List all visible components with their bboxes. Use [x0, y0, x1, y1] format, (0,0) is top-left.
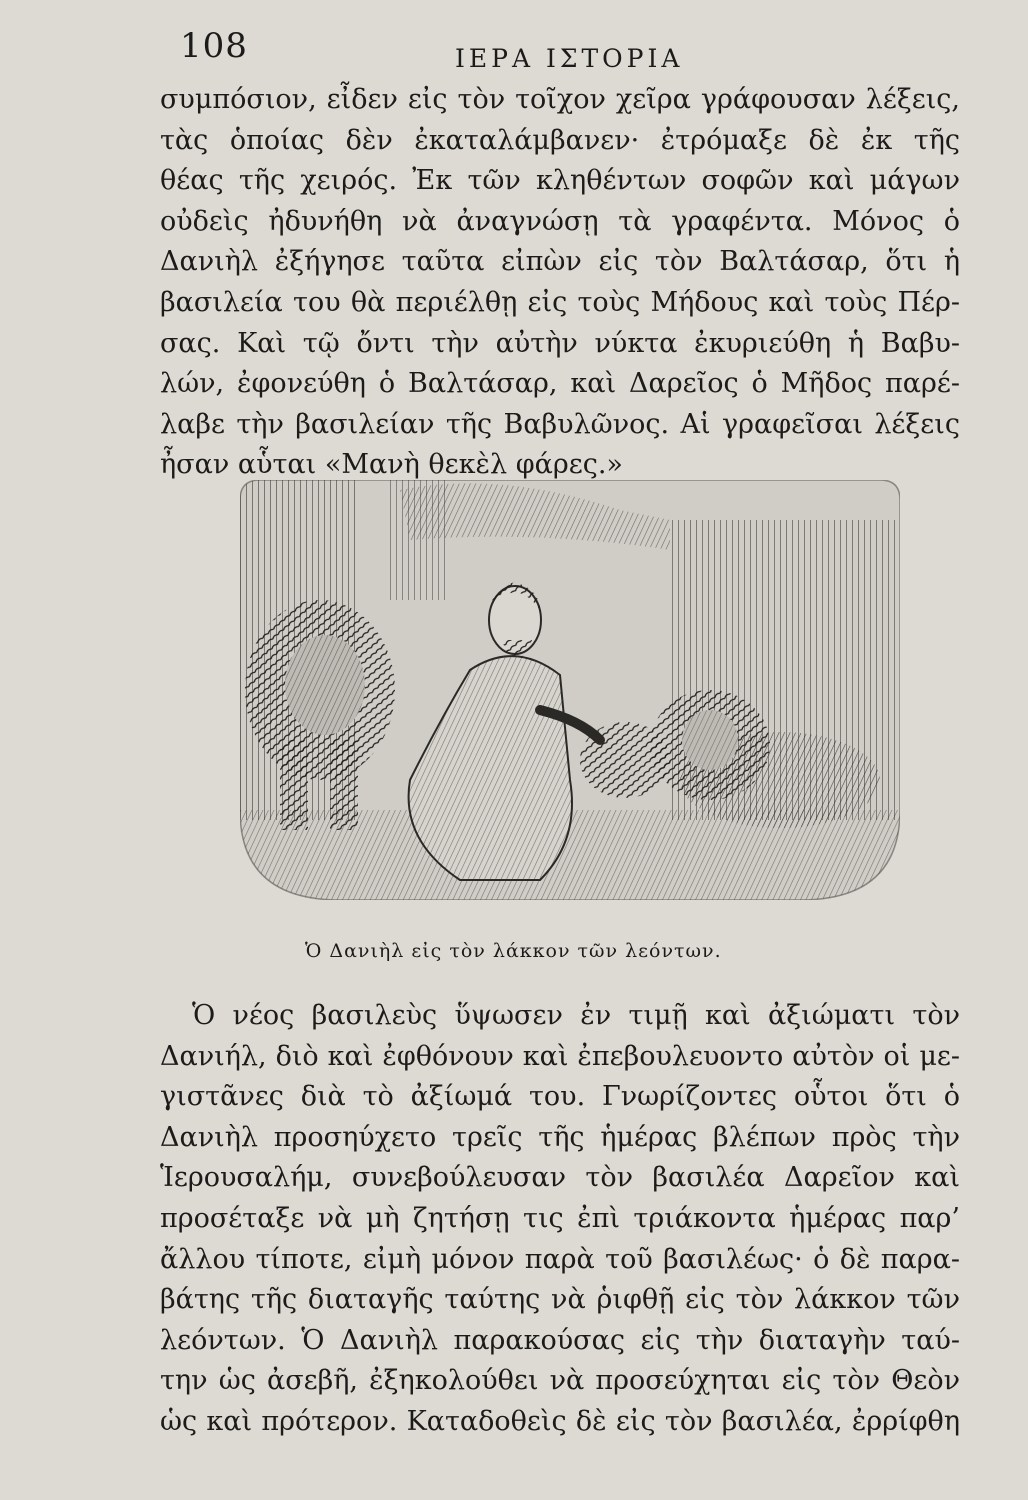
text-line: βασιλεία του θὰ περιέλθῃ εἰς τοὺς Μήδους καὶ τοὺς Πέρ- — [160, 286, 960, 318]
text-line: συμπόσιον, εἶδεν εἰς τὸν τοῖχον χεῖρα γράφουσαν λέξεις, — [160, 84, 960, 115]
text-line: τὰς ὁποίας δὲν ἐκαταλάμβανεν· ἐτρόμαξε δὲ ἐκ τῆς — [160, 124, 960, 156]
illustration-caption: Ὁ Δανιὴλ εἰς τὸν λάκκον τῶν λεόντων. — [305, 940, 722, 962]
text-line: ἄλλου τίποτε, εἰμὴ μόνον παρὰ τοῦ βασιλέως· ὁ δὲ παρα- — [160, 1243, 960, 1275]
text-line: Ὁ νέος βασιλεὺς ὕψωσεν ἐν τιμῇ καὶ ἀξιώματι τὸν — [192, 1000, 960, 1031]
text-line: ἦσαν αὗται «Μανὴ θεκὲλ φάρες.» — [160, 449, 623, 481]
top-paragraph — [160, 80, 960, 486]
text-line: βάτης τῆς διαταγῆς ταύτης νὰ ῥιφθῇ εἰς τὸν λάκκον τῶν — [160, 1284, 960, 1316]
text-line: λαβε τὴν βασιλείαν τῆς Βαβυλῶνος. Αἱ γραφεῖσαι λέξεις — [160, 408, 960, 440]
text-line: Ἱερουσαλήμ, συνεβούλευσαν τὸν βασιλέα Δαρεῖον καὶ — [160, 1162, 960, 1194]
text-line: θέας τῆς χειρός. Ἐκ τῶν κληθέντων σοφῶν καὶ μάγων — [160, 165, 960, 197]
text-line: λών, ἐφονεύθη ὁ Βαλτάσαρ, καὶ Δαρεῖος ὁ Μῆδος παρέ- — [160, 368, 960, 400]
page-number: 108 — [180, 26, 248, 66]
engraving-daniel-lions-den — [240, 480, 900, 900]
text-line: Δανιήλ, διὸ καὶ ἐφθόνουν καὶ ἐπεβουλευοντο αὐτὸν οἱ με- — [160, 1040, 960, 1072]
text-line: σας. Καὶ τῷ ὄντι τὴν αὐτὴν νύκτα ἐκυριεύθη ἡ Βαβυ- — [160, 327, 960, 359]
text-line: Δανιὴλ προσηύχετο τρεῖς τῆς ἡμέρας βλέπων πρὸς τὴν — [160, 1121, 960, 1153]
text-line: λεόντων. Ὁ Δανιὴλ παρακούσας εἰς τὴν διαταγὴν ταύ- — [160, 1324, 960, 1356]
text-line: γιστᾶνες διὰ τὸ ἀξίωμά του. Γνωρίζοντες οὗτοι ὅτι ὁ — [160, 1081, 960, 1113]
text-line: ὡς καὶ πρότερον. Καταδοθεὶς δὲ εἰς τὸν βασιλέα, ἐρρίφθη — [160, 1405, 960, 1437]
text-line: Δανιὴλ ἐξήγησε ταῦτα εἰπὼν εἰς τὸν Βαλτάσαρ, ὅτι ἡ — [160, 246, 960, 278]
running-head: ΙΕΡΑ ΙΣΤΟΡΙΑ — [455, 44, 684, 73]
text-line: προσέταξε νὰ μὴ ζητήσῃ τις ἐπὶ τριάκοντα ἡμέρας παρ’ — [160, 1202, 960, 1234]
text-line: οὐδεὶς ἠδυνήθη νὰ ἀναγνώσῃ τὰ γραφέντα. Μόνος ὁ — [160, 205, 960, 237]
text-line: την ὡς ἀσεβῆ, ἐξηκολούθει νὰ προσεύχηται εἰς τὸν Θεὸν — [160, 1365, 960, 1397]
bottom-paragraph — [160, 996, 960, 1443]
